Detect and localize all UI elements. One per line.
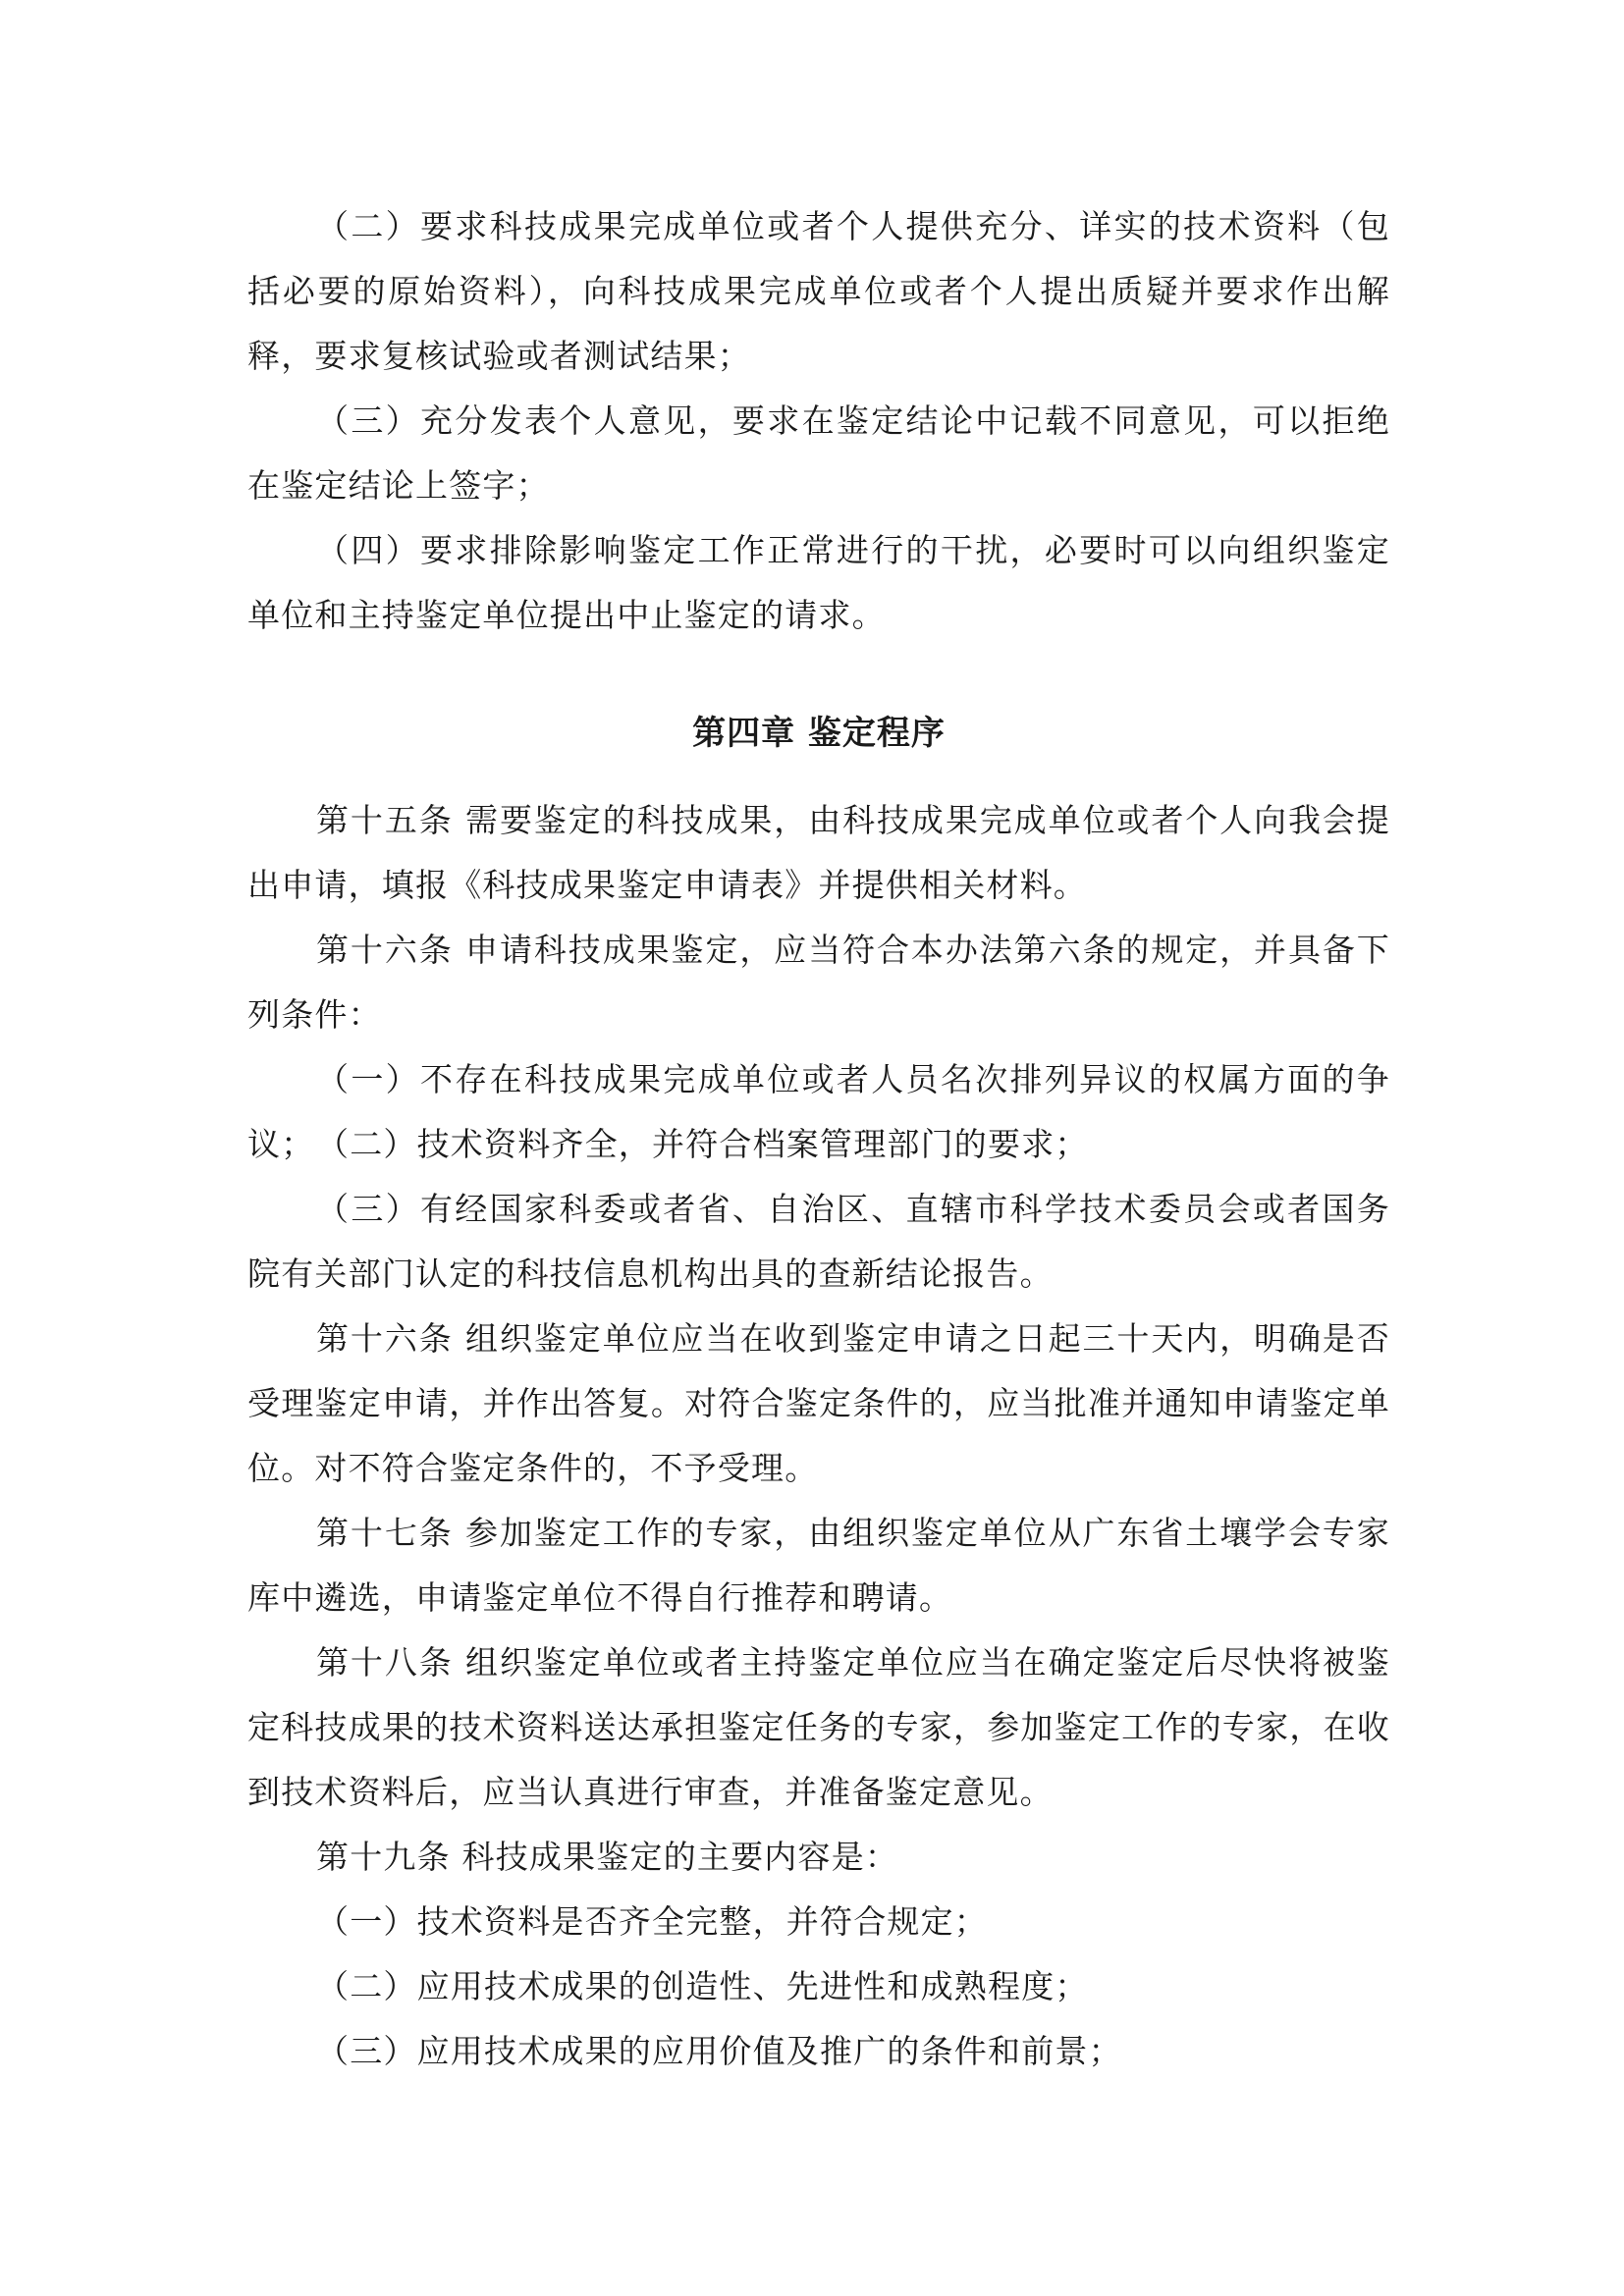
article-19: 第十九条 科技成果鉴定的主要内容是： — [316, 1838, 899, 1876]
content-item-1: （一）技术资料是否齐全完整，并符合规定； — [316, 1902, 988, 1941]
content-item-3: （三）应用技术成果的应用价值及推广的条件和前景； — [316, 2032, 1122, 2070]
article-16-acceptance: 第十六条 组织鉴定单位应当在收到鉴定申请之日起三十天内，明确是否受理鉴定申请，并作出答复。对符合鉴定条件的，应当批准并通知申请鉴定单位。对不符合鉴定条件的，不予受理。 — [247, 1319, 1390, 1487]
condition-item-1: （一）不存在科技成果完成单位或者人员名次排列异议的权属方面的争议； — [247, 1060, 1390, 1163]
chapter-heading: 第四章 鉴定程序 — [692, 714, 946, 753]
article-16-conditions: 第十六条 申请科技成果鉴定，应当符合本办法第六条的规定，并具备下列条件： — [247, 931, 1390, 1034]
paragraph-item-4-rights: （四）要求排除影响鉴定工作正常进行的干扰，必要时可以向组织鉴定单位和主持鉴定单位提出中止鉴定的请求。 — [247, 531, 1390, 634]
paragraph-item-2-rights: （二）要求科技成果完成单位或者个人提供充分、详实的技术资料（包括必要的原始资料），向科技成果完成单位或者个人提出质疑并要求作出解释，要求复核试验或者测试结果； — [247, 207, 1390, 375]
article-18: 第十八条 组织鉴定单位或者主持鉴定单位应当在确定鉴定后尽快将被鉴定科技成果的技术资料送达承担鉴定任务的专家，参加鉴定工作的专家，在收到技术资料后，应当认真进行审查，并准备鉴定意见。 — [247, 1643, 1390, 1811]
content-item-2: （二）应用技术成果的创造性、先进性和成熟程度； — [316, 1967, 1089, 2005]
paragraph-item-3-rights: （三）充分发表个人意见，要求在鉴定结论中记载不同意见，可以拒绝在鉴定结论上签字； — [247, 401, 1390, 505]
condition-item-3: （三）有经国家科委或者省、自治区、直辖市科学技术委员会或者国务院有关部门认定的科技信息机构出具的查新结论报告。 — [247, 1190, 1390, 1293]
article-15: 第十五条 需要鉴定的科技成果，由科技成果完成单位或者个人向我会提出申请，填报《科技成果鉴定申请表》并提供相关材料。 — [247, 801, 1390, 904]
condition-item-2: （二）技术资料齐全，并符合档案管理部门的要求； — [316, 1125, 1089, 1163]
article-17: 第十七条 参加鉴定工作的专家，由组织鉴定单位从广东省土壤学会专家库中遴选，申请鉴定单位不得自行推荐和聘请。 — [247, 1514, 1390, 1617]
